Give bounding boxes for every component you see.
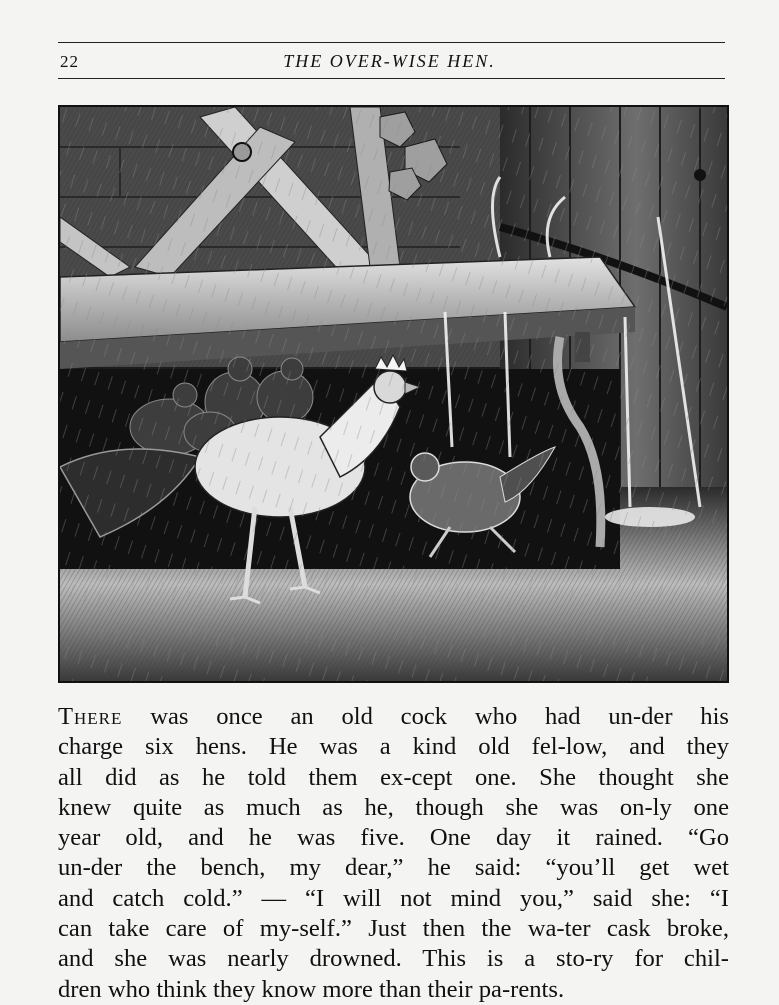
drop-word: There	[58, 703, 123, 730]
story-line-10: dren who think they know more than their pa-rents.	[58, 975, 565, 1003]
header-top-rule	[58, 42, 725, 43]
page-number: 22	[60, 52, 79, 71]
story-line-4: knew quite as much as he, though she was on-ly one	[58, 793, 729, 821]
story-line-5: year old, and he was five. One day it rained. “Go	[58, 824, 729, 852]
story-line-2: charge six hens. He was a kind old fel-low, and they	[58, 733, 729, 761]
story-text	[58, 702, 729, 1005]
engraving-illustration	[58, 105, 729, 683]
running-title: THE OVER-WISE HEN.	[283, 51, 496, 71]
rain	[60, 107, 727, 681]
story-line-6: un-der the bench, my dear,” he said: “you’ll get wet	[58, 854, 729, 882]
story-line-7: and catch cold.” — “I will not mind you,” said she: “I	[58, 884, 729, 912]
story-line-9: and she was nearly drowned. This is a sto-ry for chil-	[58, 945, 729, 973]
story-line-1: There was once an old cock who had un-der his	[58, 703, 729, 730]
story-line-8: can take care of my-self.” Just then the wa-ter cask broke,	[58, 915, 729, 943]
story-line-3: all did as he told them ex-cept one. She thought she	[58, 763, 729, 791]
header-bottom-rule	[58, 78, 725, 79]
